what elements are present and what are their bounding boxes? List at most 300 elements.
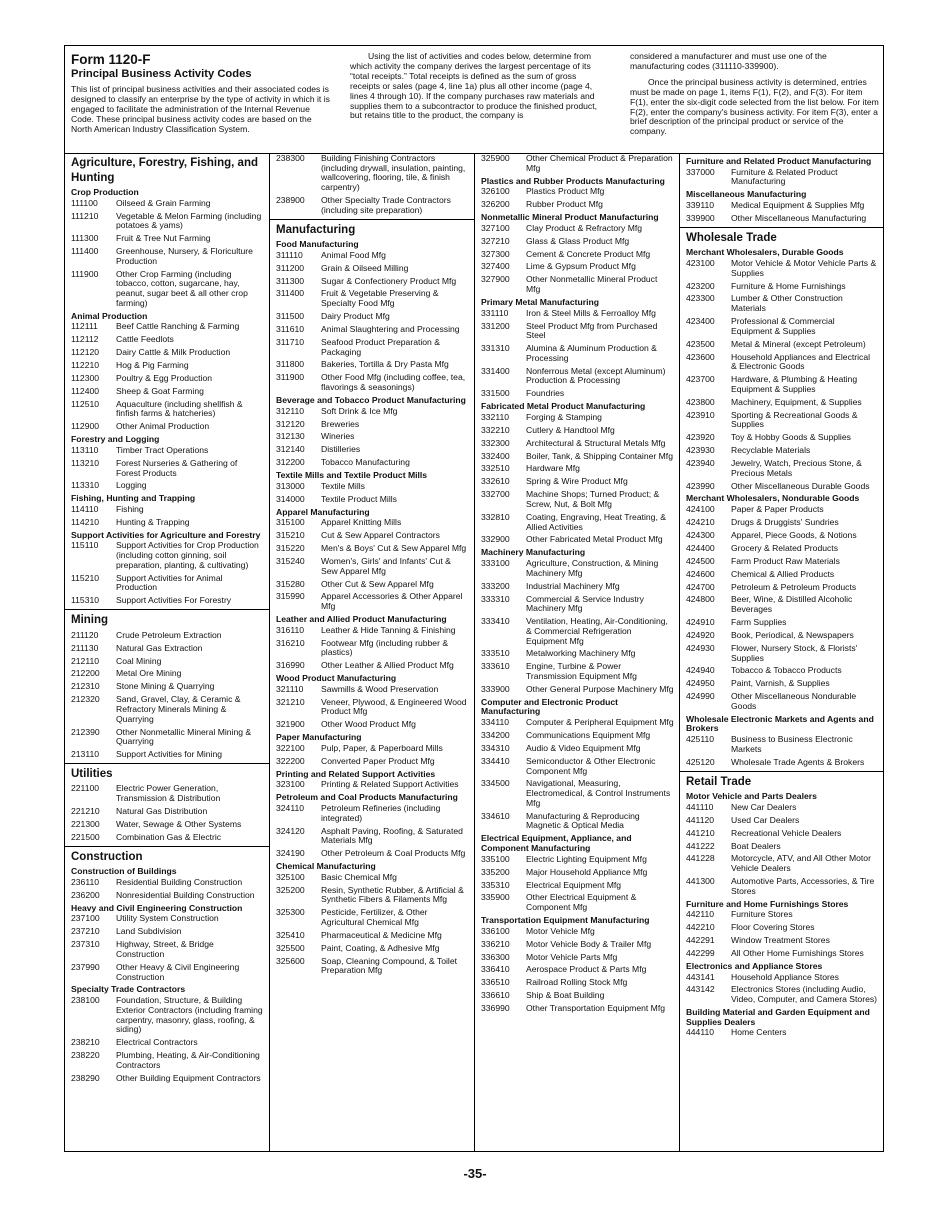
activity-code-row: [686, 411, 878, 430]
subsector-heading: Building Material and Garden Equipment and Supplies Dealers: [686, 1007, 870, 1027]
activity-code-row: [71, 446, 264, 456]
activity-description: Electric Power Generation, Transmission & Distribution: [116, 783, 221, 804]
activity-code-row: [71, 750, 264, 760]
activity-code: 333100: [481, 558, 510, 569]
activity-description: Home Centers: [731, 1027, 787, 1038]
activity-code: 212390: [71, 726, 100, 737]
activity-description: Iron & Steel Mills & Ferroalloy Mfg: [526, 307, 656, 318]
activity-code-row: [481, 559, 674, 578]
activity-code-row: [686, 518, 878, 528]
activity-code-row: [686, 340, 878, 350]
activity-code-row: [481, 855, 674, 865]
activity-description: Other Electrical Equipment & Component Mfg: [526, 892, 637, 913]
subsector-heading: Furniture and Home Furnishings Stores: [686, 898, 849, 909]
subsector-heading: Merchant Wholesalers, Durable Goods: [686, 247, 844, 258]
activity-description: Fishing: [116, 503, 144, 514]
activity-code-row: [276, 544, 469, 554]
subsector-heading: Machinery Manufacturing: [481, 547, 586, 558]
activity-code-row: [71, 574, 264, 593]
activity-code-row: [276, 264, 469, 274]
activity-code: 322100: [276, 742, 305, 753]
activity-description: Electronics Stores (including Audio, Video, Computer, and Camera Stores): [731, 984, 878, 1005]
activity-description: Jewelry, Watch, Precious Stone, & Precious Metals: [731, 458, 862, 478]
activity-description: Combination Gas & Electric: [116, 831, 222, 842]
activity-code-row: [71, 459, 264, 478]
activity-code: 423940: [686, 458, 715, 468]
activity-code: 321210: [276, 696, 305, 707]
activity-code-row: [481, 940, 674, 950]
activity-code-row: [71, 1038, 264, 1048]
activity-code-row: [481, 953, 674, 963]
activity-code-row: [481, 744, 674, 754]
activity-code: 335200: [481, 866, 510, 877]
activity-code-row: [686, 459, 878, 478]
activity-description: Highway, Street, & Bridge Construction: [116, 939, 214, 959]
activity-description: Professional & Commercial Equipment & Supplies: [731, 316, 835, 336]
activity-code-row: [71, 247, 264, 266]
activity-code-row: [481, 309, 674, 319]
activity-code: 315240: [276, 555, 305, 566]
activity-code-row: [276, 780, 469, 790]
activity-code-row: [71, 335, 264, 345]
activity-code-row: [481, 991, 674, 1001]
activity-code: 327210: [481, 235, 510, 246]
activity-code: 335100: [481, 853, 510, 864]
activity-code: 113210: [71, 457, 100, 468]
activity-code: 425120: [686, 756, 715, 767]
activity-description: Paint, Varnish, & Supplies: [731, 678, 830, 689]
activity-code-columns: [65, 153, 883, 1151]
activity-code-row: [481, 868, 674, 878]
activity-code: 336510: [481, 977, 510, 988]
activity-code-row: [276, 827, 469, 846]
activity-code-row: [686, 595, 878, 614]
activity-code-row: [481, 237, 674, 247]
activity-description: Other Miscellaneous Durable Goods: [731, 480, 870, 491]
activity-code: 112120: [71, 347, 100, 358]
sector-heading: Utilities: [65, 763, 269, 782]
activity-code: 332810: [481, 511, 510, 522]
activity-code-row: [686, 618, 878, 628]
activity-code-row: [71, 833, 264, 843]
activity-code-row: [71, 322, 264, 332]
activity-description: Flower, Nursery Stock, & Florists' Supplies: [731, 642, 858, 663]
activity-code-row: [686, 259, 878, 278]
activity-code: 312120: [276, 418, 305, 429]
activity-description: Coating, Engraving, Heat Treating, & Allied Activities: [526, 511, 666, 532]
subsector-heading: Beverage and Tobacco Product Manufacturing: [276, 394, 466, 405]
activity-code: 311300: [276, 275, 305, 286]
activity-code: 112300: [71, 372, 100, 383]
activity-code-row: [71, 422, 264, 432]
activity-code-row: [686, 842, 878, 852]
form-frame: [64, 45, 884, 1152]
activity-description: Greenhouse, Nursery, & Floriculture Production: [116, 246, 253, 266]
activity-description: Railroad Rolling Stock Mfg: [526, 977, 628, 988]
activity-description: Furniture & Home Furnishings: [731, 280, 846, 291]
activity-code: 238900: [276, 195, 305, 205]
activity-description: Tobacco Manufacturing: [321, 457, 410, 468]
activity-code-row: [481, 344, 674, 363]
activity-code-row: [686, 829, 878, 839]
activity-code: 424800: [686, 594, 715, 605]
activity-code: 327300: [481, 248, 510, 259]
activity-code: 424400: [686, 542, 715, 553]
activity-code-row: [686, 294, 878, 313]
activity-description: Other Building Equipment Contractors: [116, 1072, 261, 1083]
subsector-heading: Printing and Related Support Activities: [276, 768, 436, 779]
activity-code-row: [481, 187, 674, 197]
activity-code-row: [481, 965, 674, 975]
subsector-heading: Paper Manufacturing: [276, 732, 362, 743]
activity-code: 441110: [686, 801, 714, 812]
activity-code: 331310: [481, 343, 510, 354]
activity-code: 336300: [481, 951, 510, 962]
activity-code-row: [481, 779, 674, 808]
activity-description: Other Miscellaneous Manufacturing: [731, 212, 867, 223]
activity-description: Chemical & Allied Products: [731, 568, 835, 579]
subsector-heading: Heavy and Civil Engineering Construction: [71, 902, 243, 913]
activity-code-row: [276, 944, 469, 954]
activity-code: 113110: [71, 444, 99, 455]
activity-description: Nonferrous Metal (except Aluminum) Production & Processing: [526, 365, 666, 386]
page-number: -35-: [463, 1166, 487, 1181]
activity-code: 238210: [71, 1037, 100, 1048]
activity-code: 115110: [71, 540, 99, 551]
activity-code-row: [276, 626, 469, 636]
activity-code: 238220: [71, 1050, 100, 1060]
activity-code-row: [686, 201, 878, 211]
activity-description: Commercial & Service Industry Machinery Mfg: [526, 593, 644, 614]
activity-description: Motor Vehicle Body & Trailer Mfg: [526, 938, 652, 949]
activity-code: 423500: [686, 338, 715, 349]
activity-code-row: [481, 757, 674, 776]
manufacturer-note: considered a manufacturer and must use one of the manufacturing codes (311110-339900).: [630, 51, 827, 71]
activity-code: 212310: [71, 681, 100, 692]
activity-code-row: [481, 893, 674, 912]
activity-description: Medical Equipment & Supplies Mfg: [731, 200, 865, 210]
activity-code-row: [71, 682, 264, 692]
entry-instructions: Once the principal business activity is determined, entries must be made on page 1, items F(1), F(2), and F(3). For item F(1), enter the six-digit code selected from the list below. For item F(2), enter the company's business activity. For item F(3), enter a brief description of the principal product or service of the company.: [630, 76, 879, 137]
activity-code: 312200: [276, 457, 305, 468]
activity-code: 315100: [276, 517, 305, 528]
activity-description: Dairy Cattle & Milk Production: [116, 347, 231, 358]
activity-code: 423930: [686, 445, 715, 456]
activity-code-row: [276, 518, 469, 528]
activity-description: Boat Dealers: [731, 840, 781, 851]
subsector-heading: Support Activities for Agriculture and Forestry: [71, 529, 261, 540]
activity-code-row: [481, 452, 674, 462]
activity-description: Sheep & Goat Farming: [116, 385, 204, 396]
activity-code-row: [71, 807, 264, 817]
activity-code-row: [481, 275, 674, 294]
activity-code: 111100: [71, 197, 98, 208]
activity-code: 212200: [71, 668, 100, 679]
activity-code-row: [71, 374, 264, 384]
activity-description: Apparel Knitting Mills: [321, 517, 402, 528]
activity-code: 424700: [686, 581, 715, 592]
activity-description: Ventilation, Heating, Air-Conditioning, & Commercial Refrigeration Equipment Mfg: [526, 616, 668, 646]
activity-code-row: [71, 400, 264, 419]
activity-description: Sawmills & Wood Preservation: [321, 683, 439, 694]
activity-code-row: [686, 692, 878, 711]
activity-code: 237210: [71, 926, 100, 937]
activity-description: Soft Drink & Ice Mfg: [321, 405, 398, 416]
activity-code: 335900: [481, 892, 510, 903]
activity-code-row: [481, 439, 674, 449]
activity-code: 326100: [481, 186, 510, 197]
activity-code: 423200: [686, 280, 715, 291]
activity-description: Farm Product Raw Materials: [731, 555, 840, 566]
activity-code-row: [481, 477, 674, 487]
activity-description: Floor Covering Stores: [731, 922, 815, 933]
activity-code: 321900: [276, 719, 305, 730]
activity-description: Other Wood Product Mfg: [321, 719, 416, 730]
activity-code: 315280: [276, 578, 305, 589]
activity-code-row: [71, 728, 264, 747]
subsector-heading: Wholesale Electronic Markets and Agents and Brokers: [686, 713, 874, 734]
subsector-heading: Chemical Manufacturing: [276, 861, 376, 872]
subsector-heading: Electrical Equipment, Appliance, and Component Manufacturing: [481, 833, 632, 854]
form-number: Form 1120-F: [71, 52, 151, 67]
activity-code-row: [71, 695, 264, 724]
activity-code-row: [276, 639, 469, 658]
activity-description: Boiler, Tank, & Shipping Container Mfg: [526, 450, 673, 461]
activity-code: 424500: [686, 555, 715, 566]
activity-code: 236110: [71, 876, 100, 887]
activity-code: 336990: [481, 1003, 510, 1014]
activity-code: 314000: [276, 493, 305, 504]
activity-code: 111400: [71, 246, 99, 257]
activity-code-row: [276, 685, 469, 695]
activity-description: Textile Product Mills: [321, 493, 397, 504]
activity-code: 423400: [686, 316, 715, 327]
activity-code-row: [71, 518, 264, 528]
activity-description: Business to Business Electronic Markets: [731, 734, 853, 754]
activity-code: 315990: [276, 591, 305, 602]
activity-description: Seafood Product Preparation & Packaging: [321, 336, 440, 357]
instructions-paragraph: Using the list of activities and codes below, determine from which activity the company derives the largest percentage of its “total receipts.” Total receipts is defined as the sum of gross receipts or sales (page 4, line 1a) plus all other income (page 4, lines 4 through 10). If the company purchases raw materials and supplies them to a subcontractor to produce the finished product, but retains title to the product, the company is: [350, 51, 597, 121]
activity-code-row: [481, 426, 674, 436]
activity-description: Sporting & Recreational Goods & Supplies: [731, 409, 858, 430]
activity-code: 333310: [481, 593, 510, 604]
activity-description: Paint, Coating, & Adhesive Mfg: [321, 942, 440, 953]
activity-description: Oilseed & Grain Farming: [116, 197, 211, 208]
activity-description: Veneer, Plywood, & Engineered Wood Product Mfg: [321, 696, 467, 717]
activity-code: 444110: [686, 1027, 715, 1038]
activity-code-row: [71, 669, 264, 679]
activity-code-row: [276, 458, 469, 468]
activity-description: Other Nonmetallic Mineral Mining & Quarrying: [116, 726, 252, 747]
activity-code: 424210: [686, 517, 715, 528]
activity-code-row: [276, 196, 469, 215]
subsector-heading: Plastics and Rubber Products Manufacturing: [481, 175, 665, 186]
activity-code: 441120: [686, 814, 715, 825]
activity-code-row: [686, 482, 878, 492]
subsector-heading: Construction of Buildings: [71, 866, 177, 877]
subsector-heading: Wood Product Manufacturing: [276, 673, 397, 684]
activity-description: Book, Periodical, & Newspapers: [731, 629, 854, 640]
activity-code-row: [276, 908, 469, 927]
activity-code: 333610: [481, 661, 510, 672]
activity-description: Ship & Boat Building: [526, 990, 605, 1001]
activity-code-row: [481, 322, 674, 341]
activity-description: Other Miscellaneous Nondurable Goods: [731, 691, 857, 711]
activity-code-row: [686, 936, 878, 946]
activity-code: 423100: [686, 257, 715, 268]
activity-description: Support Activities For Forestry: [116, 595, 232, 606]
activity-code-row: [481, 389, 674, 399]
activity-code-row: [276, 720, 469, 730]
activity-code: 339110: [686, 200, 715, 210]
activity-code: 112112: [71, 334, 99, 345]
activity-code: 316210: [276, 637, 305, 648]
activity-code: 111210: [71, 210, 99, 221]
activity-description: Support Activities for Mining: [116, 749, 223, 760]
activity-description: Apparel, Piece Goods, & Notions: [731, 529, 857, 540]
activity-code: 443141: [686, 971, 715, 982]
activity-code: 311500: [276, 311, 305, 322]
activity-code-row: [276, 531, 469, 541]
activity-code-row: [481, 1004, 674, 1014]
activity-code-row: [71, 631, 264, 641]
activity-description: Architectural & Structural Metals Mfg: [526, 437, 666, 448]
activity-code: 332300: [481, 437, 510, 448]
activity-code-row: [276, 886, 469, 905]
activity-code: 331200: [481, 320, 510, 331]
activity-code: 424300: [686, 529, 715, 540]
activity-code-row: [276, 420, 469, 430]
activity-description: Animal Slaughtering and Processing: [321, 323, 460, 334]
activity-description: Rubber Product Mfg: [526, 199, 603, 210]
subsector-heading: Specialty Trade Contractors: [71, 984, 186, 995]
activity-code: 311710: [276, 336, 305, 347]
activity-code: 212110: [71, 655, 100, 666]
activity-code: 238290: [71, 1072, 100, 1083]
intro-paragraph: This list of principal business activities and their associated codes is designed to classify an enterprise by the type of activity in which it is engaged to facilitate the administration of the Internal Revenue Code. These principal business activity codes are based on the North American Industry Classification System.: [71, 84, 330, 134]
activity-code: 333510: [481, 648, 510, 659]
activity-code: 333900: [481, 683, 510, 694]
activity-code-row: [686, 631, 878, 641]
activity-code: 334310: [481, 742, 510, 753]
activity-code: 311110: [276, 249, 303, 260]
activity-description: Nonresidential Building Construction: [116, 889, 255, 900]
activity-description: Printing & Related Support Activities: [321, 779, 459, 790]
activity-description: Petroleum Refineries (including integrated): [321, 802, 441, 823]
activity-code: 311900: [276, 372, 305, 383]
activity-code-row: [686, 282, 878, 292]
activity-description: Forging & Stamping: [526, 411, 602, 422]
activity-description: Hardware, & Plumbing & Heating Equipment & Supplies: [731, 374, 858, 394]
activity-code: 443142: [686, 984, 715, 995]
activity-description: Coal Mining: [116, 655, 162, 666]
activity-description: Recreational Vehicle Dealers: [731, 827, 842, 838]
activity-code-row: [686, 583, 878, 593]
activity-description: Utility System Construction: [116, 913, 219, 924]
activity-code-row: [276, 580, 469, 590]
activity-description: Residential Building Construction: [116, 876, 243, 887]
activity-code-row: [71, 1074, 264, 1084]
activity-code-row: [71, 996, 264, 1035]
activity-code-row: [481, 513, 674, 532]
activity-description: Other Crop Farming (including tobacco, cotton, sugarcane, hay, peanut, sugar beet & all other crop farming): [116, 268, 248, 308]
activity-code-row: [276, 757, 469, 767]
activity-description: Household Appliance Stores: [731, 971, 839, 982]
activity-code-row: [71, 541, 264, 570]
activity-description: Asphalt Paving, Roofing, & Saturated Materials Mfg: [321, 825, 463, 846]
form-header: [65, 46, 883, 154]
activity-code: 334410: [481, 755, 510, 766]
activity-code-row: [71, 927, 264, 937]
activity-description: Cattle Feedlots: [116, 334, 174, 345]
activity-description: Metal & Mineral (except Petroleum): [731, 338, 866, 349]
activity-description: Petroleum & Petroleum Products: [731, 581, 857, 592]
activity-description: Other Fabricated Metal Product Mfg: [526, 534, 663, 545]
activity-description: Other Specialty Trade Contractors (including site preparation): [321, 195, 451, 215]
activity-description: Bakeries, Tortilla & Dry Pasta Mfg: [321, 359, 449, 370]
activity-code: 312110: [276, 405, 305, 416]
activity-description: Sugar & Confectionery Product Mfg: [321, 275, 457, 286]
activity-code: 324110: [276, 802, 305, 813]
activity-description: Audio & Video Equipment Mfg: [526, 742, 641, 753]
activity-code: 323100: [276, 779, 305, 790]
activity-code-row: [481, 582, 674, 592]
activity-description: Clay Product & Refractory Mfg: [526, 222, 643, 233]
activity-code: 442210: [686, 922, 715, 933]
activity-description: Engine, Turbine & Power Transmission Equipment Mfg: [526, 661, 637, 681]
activity-description: Pulp, Paper, & Paperboard Mills: [321, 742, 443, 753]
activity-description: Water, Sewage & Other Systems: [116, 818, 242, 829]
sector-heading: Mining: [65, 609, 269, 628]
activity-code: 221300: [71, 818, 100, 829]
header-left-column: [71, 52, 333, 135]
activity-code: 112400: [71, 385, 100, 396]
sector-heading: Wholesale Trade: [680, 227, 883, 246]
activity-code: 325900: [481, 153, 510, 163]
activity-code: 441222: [686, 840, 715, 851]
activity-code: 325500: [276, 942, 305, 953]
activity-code: 425110: [686, 734, 715, 745]
activity-description: Men's & Boys' Cut & Sew Apparel Mfg: [321, 543, 467, 554]
activity-code-row: [481, 413, 674, 423]
activity-description: Land Subdivision: [116, 926, 182, 937]
activity-code: 311800: [276, 359, 305, 370]
activity-code: 327400: [481, 261, 510, 272]
activity-description: Electric Lighting Equipment Mfg: [526, 853, 647, 864]
activity-description: Other Nonmetallic Mineral Product Mfg: [526, 274, 658, 295]
activity-description: Machine Shops; Turned Product; & Screw, Nut, & Bolt Mfg: [526, 489, 660, 509]
subsector-heading: Forestry and Logging: [71, 434, 160, 445]
activity-code-row: [276, 338, 469, 357]
activity-description: Major Household Appliance Mfg: [526, 866, 648, 877]
activity-description: Dairy Product Mfg: [321, 311, 390, 322]
activity-code-row: [481, 262, 674, 272]
activity-description: Motor Vehicle Mfg: [526, 925, 595, 936]
activity-code-row: [686, 353, 878, 372]
activity-code-row: [686, 679, 878, 689]
activity-description: Other Animal Production: [116, 421, 210, 432]
activity-description: Other Cut & Sew Apparel Mfg: [321, 578, 434, 589]
activity-code-row: [276, 698, 469, 717]
activity-code: 332900: [481, 534, 510, 545]
activity-code-row: [71, 387, 264, 397]
subsector-heading: Primary Metal Manufacturing: [481, 296, 599, 307]
activity-code-row: [481, 718, 674, 728]
subsector-heading: Apparel Manufacturing: [276, 506, 370, 517]
activity-description: Beer, Wine, & Distilled Alcoholic Beverages: [731, 594, 853, 615]
activity-code: 238300: [276, 153, 305, 163]
activity-description: Aerospace Product & Parts Mfg: [526, 964, 647, 975]
